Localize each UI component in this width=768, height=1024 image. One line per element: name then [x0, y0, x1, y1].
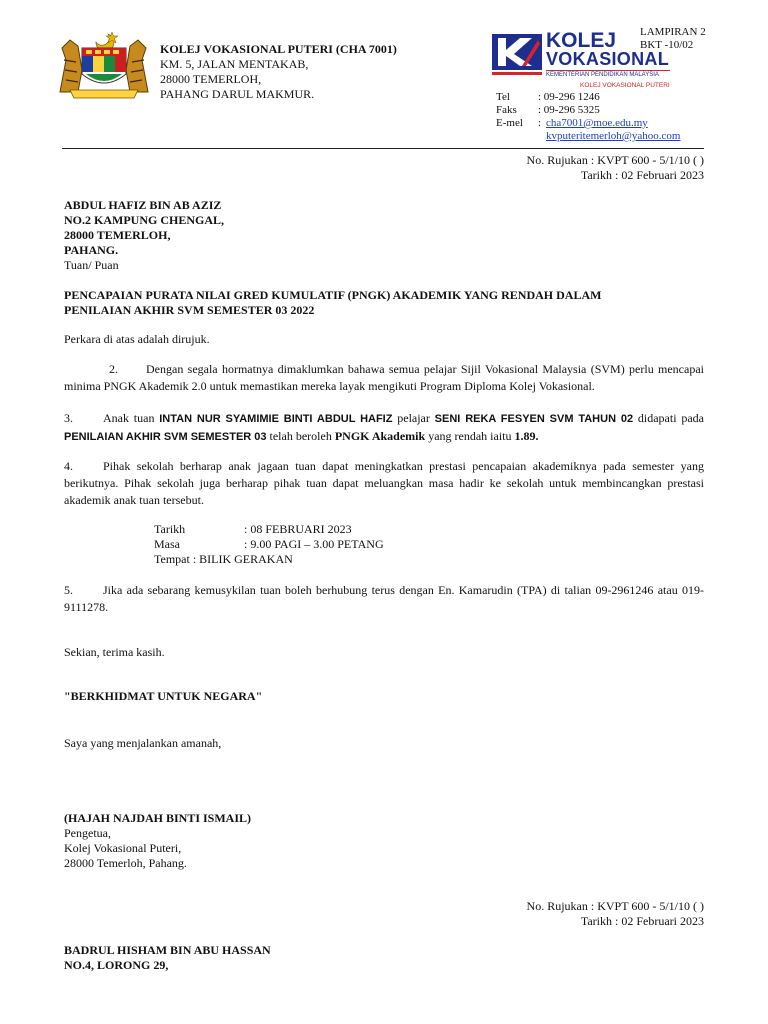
email-link-primary[interactable]: cha7001@moe.edu.my [546, 117, 648, 129]
recipient-address-line-2: NO.4, LORONG 29, [64, 958, 169, 972]
email-label: E-mel [496, 117, 523, 129]
paragraph-text: yang rendah iaitu [425, 429, 515, 443]
paragraph-text: pelajar [392, 411, 435, 425]
paragraph-number: 3. [64, 411, 73, 425]
exam-name: PENILAIAN AKHIR SVM SEMESTER 03 [64, 431, 267, 443]
pngk-label: PNGK Akademik [334, 429, 426, 443]
letter-date-2: Tarikh : 02 Februari 2023 [580, 914, 704, 928]
paragraph-3 [64, 410, 704, 446]
meeting-date-value: : 08 FEBRUARI 2023 [244, 522, 352, 536]
attachment-label: LAMPIRAN 2 [640, 26, 706, 38]
signatory-line: Pengetua, [64, 826, 111, 840]
signatory-line: Kolej Vokasional Puteri, [64, 841, 182, 855]
recipient-address-line: PAHANG. [64, 243, 119, 257]
logo-ministry-text: KEMENTERIAN PENDIDIKAN MALAYSIA [546, 72, 659, 78]
signatory-name: (HAJAH NAJDAH BINTI ISMAIL) [64, 811, 252, 825]
paragraph-2 [64, 361, 704, 395]
tel-value: : 09-296 1246 [538, 91, 600, 103]
paragraph-5 [64, 582, 704, 616]
school-address-line: PAHANG DARUL MAKMUR. [160, 87, 315, 101]
paragraph-text: Anak tuan [103, 411, 160, 425]
email-separator: : [538, 117, 542, 129]
recipient-address-line: 28000 TEMERLOH, [64, 228, 171, 242]
paragraph-number: 4. [64, 459, 73, 473]
reference-number-2: No. Rujukan : KVPT 600 - 5/1/10 ( ) [526, 899, 704, 913]
meeting-time-value: : 9.00 PAGI – 3.00 PETANG [244, 537, 384, 551]
meeting-date-label: Tarikh [154, 522, 186, 536]
school-name: KOLEJ VOKASIONAL PUTERI (CHA 7001) [160, 42, 397, 56]
fax-label: Faks [496, 104, 517, 116]
recipient-name-2: BADRUL HISHAM BIN ABU HASSAN [64, 943, 271, 957]
attachment-code: BKT -10/02 [640, 39, 694, 51]
meeting-time-label: Masa [154, 537, 180, 551]
paragraph-text: Jika ada sebarang kemusykilan tuan boleh berhubung terus dengan En. Kamarudin (TPA) di talian 09-2961246 atau 019-9111278. [64, 583, 704, 614]
subject-line: PENCAPAIAN PURATA NILAI GRED KUMULATIF (PNGK) AKADEMIK YANG RENDAH DALAM [64, 288, 602, 302]
school-address-line: KM. 5, JALAN MENTAKAB, [160, 57, 309, 71]
signatory-line: 28000 Temerloh, Pahang. [64, 856, 187, 870]
recipient-address-line: NO.2 KAMPUNG CHENGAL, [64, 213, 224, 227]
recipient-name: ABDUL HAFIZ BIN AB AZIZ [64, 198, 222, 212]
trust-line: Saya yang menjalankan amanah, [64, 736, 222, 750]
logo-text-kolej: KOLEJ [546, 29, 617, 52]
opening-line: Perkara di atas adalah dirujuk. [64, 332, 210, 346]
paragraph-text: Pihak sekolah berharap anak jagaan tuan dapat meningkatkan prestasi pencapaian akademiknya pada semester yang berikutnya. Pihak sekolah juga berharap pihak tuan dapat meluangkan masa hadir ke sekolah untuk membincangkan prestasi akademik anak tuan tersebut. [64, 459, 704, 507]
coat-of-arms-icon [56, 30, 152, 100]
meeting-place: Tempat : BILIK GERAKAN [154, 552, 293, 566]
salutation: Tuan/ Puan [64, 258, 119, 272]
school-address-line: 28000 TEMERLOH, [160, 72, 262, 86]
student-program: SENI REKA FESYEN SVM TAHUN 02 [434, 413, 634, 425]
kv-logo-icon [492, 34, 542, 78]
paragraph-number: 5. [64, 583, 73, 597]
tel-label: Tel [496, 91, 510, 103]
header-divider [62, 148, 704, 149]
email-link-secondary[interactable]: kvputeritemerloh@yahoo.com [546, 130, 681, 142]
logo-tagline: KOLEJ VOKASIONAL PUTERI [580, 82, 670, 89]
student-name: INTAN NUR SYAMIMIE BINTI ABDUL HAFIZ [159, 413, 393, 425]
paragraph-4 [64, 458, 704, 509]
logo-divider [546, 70, 670, 71]
reference-number: No. Rujukan : KVPT 600 - 5/1/10 ( ) [526, 153, 704, 167]
paragraph-text: telah beroleh [266, 429, 335, 443]
letter-date: Tarikh : 02 Februari 2023 [580, 168, 704, 182]
motto: "BERKHIDMAT UNTUK NEGARA" [64, 689, 263, 703]
subject-line: PENILAIAN AKHIR SVM SEMESTER 03 2022 [64, 303, 315, 317]
logo-text-vokasional: VOKASIONAL [546, 49, 670, 69]
paragraph-text: Dengan segala hormatnya dimaklumkan bahawa semua pelajar Sijil Vokasional Malaysia (SVM) perlu mencapai minima PNGK Akademik 2.0 untuk memastikan mereka layak mengikuti Program Diploma Kolej Vokasional. [64, 362, 704, 393]
paragraph-number: 2. [109, 362, 118, 376]
pngk-value: 1.89. [514, 429, 539, 443]
paragraph-text: didapati pada [633, 411, 704, 425]
closing-line: Sekian, terima kasih. [64, 645, 165, 659]
fax-value: : 09-296 5325 [538, 104, 600, 116]
